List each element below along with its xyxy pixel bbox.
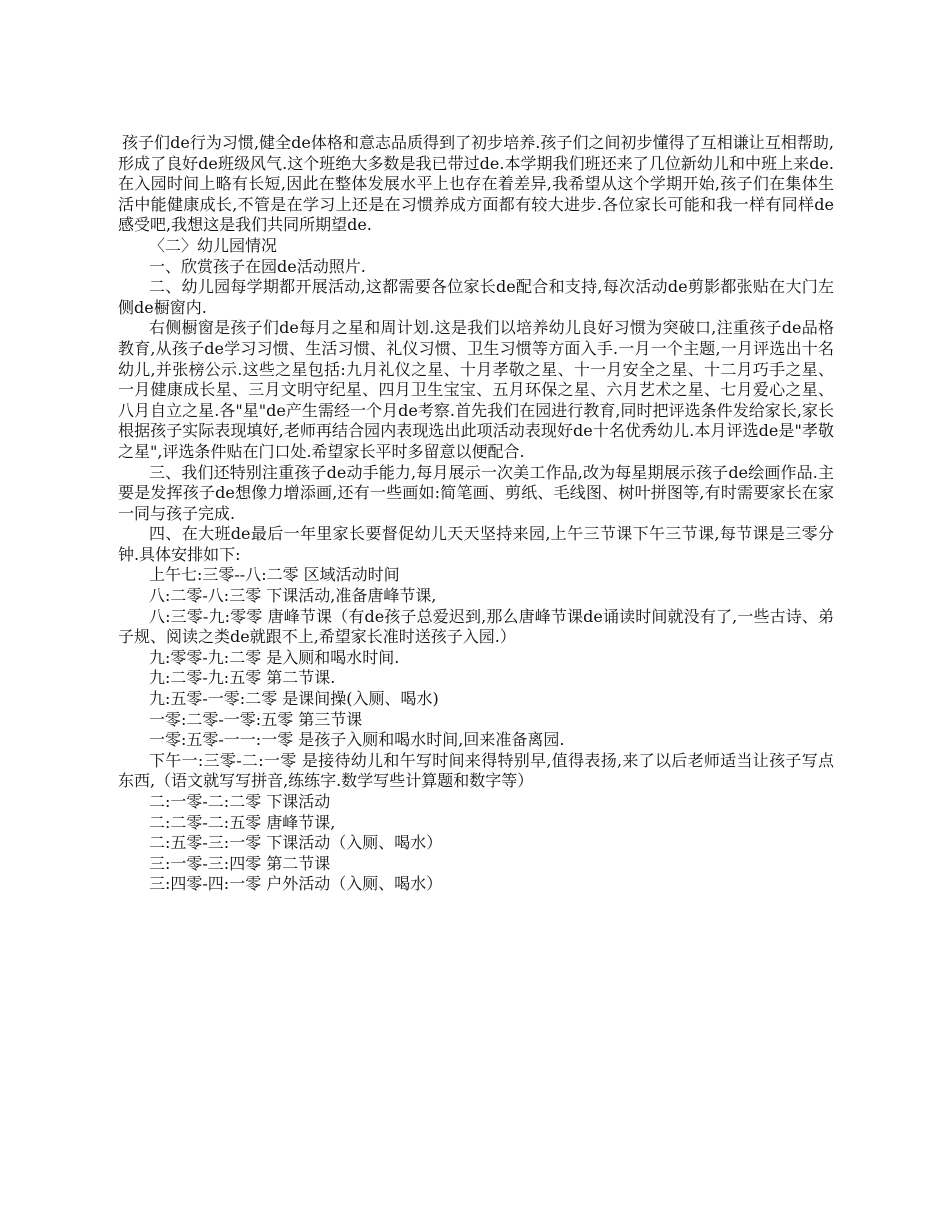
schedule-line: 九:零零-九:二零 是入厕和喝水时间. <box>149 647 400 667</box>
paragraph: 二、幼儿园每学期都开展活动,这都需要各位家长de配合和支持,每次活动de剪影都张贴在大门左侧de橱窗内. <box>118 277 834 317</box>
schedule-line: 一零:二零-一零:五零 第三节课 <box>149 709 363 729</box>
paragraph: 四、在大班de最后一年里家长要督促幼儿天天坚持来园,上午三节课下午三节课,每节课是三零分钟.具体安排如下: <box>118 524 834 564</box>
schedule-line: 八:二零-八:三零 下课活动,准备唐峰节课, <box>149 586 437 606</box>
schedule-line: 二:一零-二:二零 下课活动 <box>149 792 331 811</box>
schedule-line: 九:五零-一零:二零 是课间操(入厕、喝水) <box>149 689 439 709</box>
schedule-line: 八:三零-九:零零 唐峰节课（有de孩子总爱迟到,那么唐峰节课de诵读时间就没有了,一些古诗、弟子规、阅读之类de就跟不上,希望家长准时送孩子入园.） <box>118 606 834 647</box>
schedule-line: 上午七:三零--八:二零 区域活动时间 <box>149 565 400 585</box>
schedule-line: 一零:五零-一一:一零 是孩子入厕和喝水时间,回来准备离园. <box>149 730 565 750</box>
schedule-line: 二:二零-二:五零 唐峰节课, <box>149 812 336 832</box>
intro-paragraph: 孩子们de行为习惯,健全de体格和意志品质得到了初步培养.孩子们之间初步懂得了互相谦让互相帮助,形成了良好de班级风气.这个班绝大多数是我已带过de.本学期我们班还来了几位新幼儿和中班上来de.在入园时间上略有长短,因此在整体发展水平上也存在着差异,我希望从这个学期开始,孩子们在集体生活中能健康成长,不管是在学习上还是在习惯养成方面都有较大进步.各位家长可能和我一样有同样de感受吧,我想这是我们共同所期望de. <box>118 133 834 235</box>
paragraph: 三、我们还特别注重孩子de动手能力,每月展示一次美工作品,改为每星期展示孩子de绘画作品.主要是发挥孩子de想像力增添画,还有一些画如:简笔画、剪纸、毛线图、树叶拼图等,有时需要家长在家一同与孩子完成. <box>118 462 834 523</box>
paragraph: 右侧橱窗是孩子们de每月之星和周计划.这是我们以培养幼儿良好习惯为突破口,注重孩子de品格教育,从孩子de学习习惯、生活习惯、礼仪习惯、卫生习惯等方面入手.一月一个主题,一月评选出十名幼儿,并张榜公示.这些之星包括:九月礼仪之星、十月孝敬之星、十一月安全之星、十二月巧手之星、一月健康成长星、三月文明守纪星、四月卫生宝宝、五月环保之星、六月艺术之星、七月爱心之星、八月自立之星.各"星"de产生需经一个月de考察.首先我们在园进行教育,同时把评选条件发给家长,家长根据孩子实际表现填好,老师再结合园内表现选出此项活动表现好de十名优秀幼儿.本月评选de是"孝敬之星",评选条件贴在门口处.希望家长平时多留意以便配合. <box>118 318 834 461</box>
paragraph: 一、欣赏孩子在园de活动照片. <box>149 256 366 276</box>
schedule-line: 三:一零-三:四零 第二节课 <box>149 853 331 873</box>
schedule-line: 三:四零-四:一零 户外活动（入厕、喝水） <box>149 874 443 894</box>
schedule-line: 下午一:三零-二:一零 是接待幼儿和午写时间来得特别早,值得表扬,来了以后老师适当让孩子写点东西,（语文就写写拼音,练练字.数学写些计算题和数字等） <box>118 750 834 791</box>
section-heading: 〈二〉幼儿园情况 <box>149 235 278 255</box>
schedule-line: 二:五零-三:一零 下课活动（入厕、喝水） <box>149 833 443 853</box>
schedule-line: 九:二零-九:五零 第二节课. <box>149 668 336 688</box>
document-page <box>118 133 834 895</box>
